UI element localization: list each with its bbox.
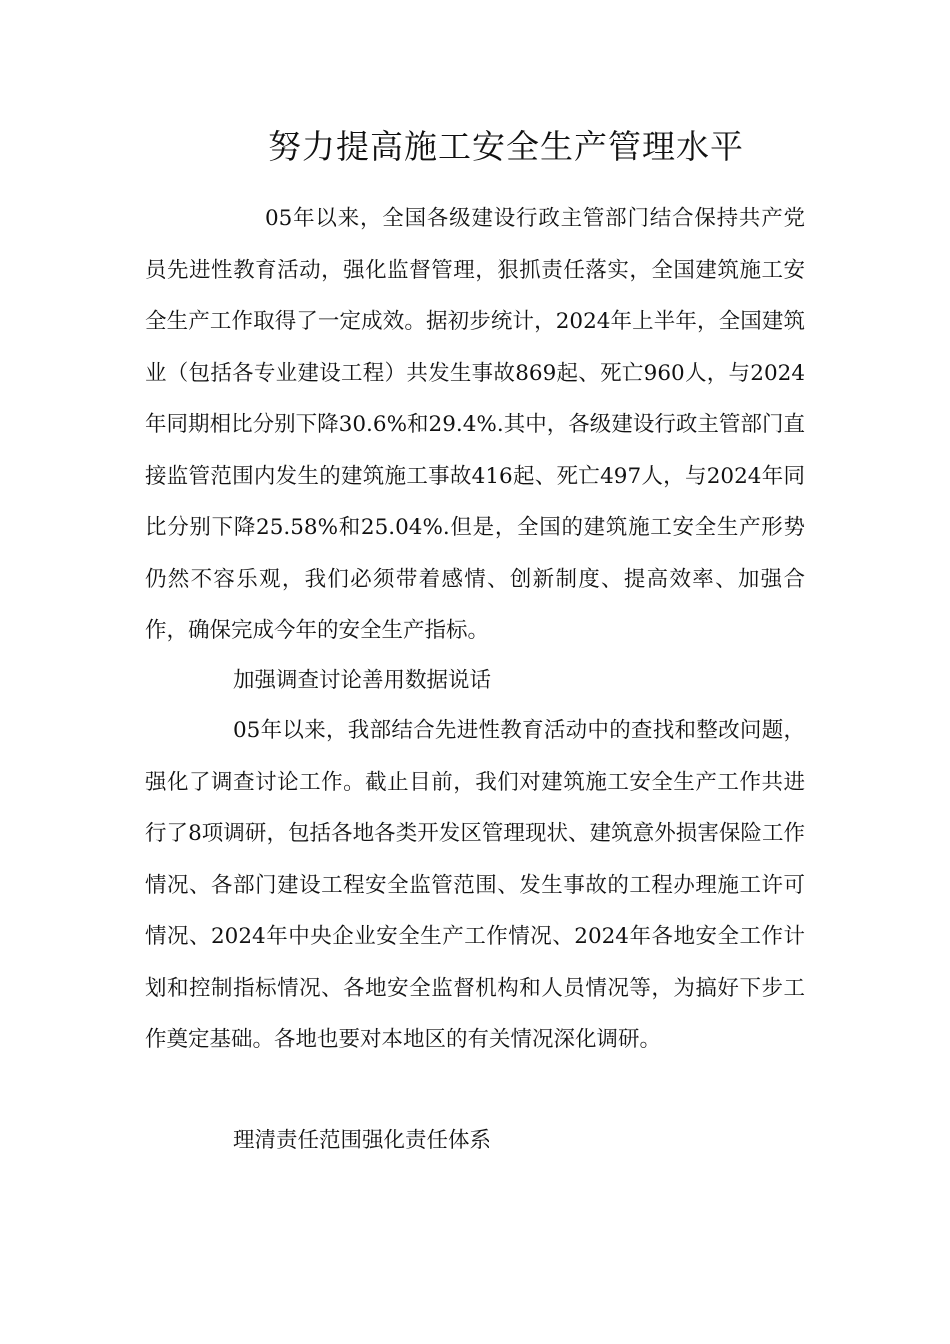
body-paragraph-2: 05年以来，我部结合先进性教育活动中的查找和整改问题，强化了调查讨论工作。截止目前，我们对建筑施工安全生产工作共进行了8项调研，包括各地各类开发区管理现状、建筑意外损害保险工作情况、各部门建设工程安全监管范围、发生事故的工程办理施工许可情况、2024年中央企业安全生产工作情况、2024年各地安全工作计划和控制指标情况、各地安全监督机构和人员情况等，为搞好下步工作奠定基础。各地也要对本地区的有关情况深化调研。 (145, 718, 805, 1052)
section-heading-2: 理清责任范围强化责任体系 (233, 1128, 492, 1153)
body-paragraph-1: 05年以来，全国各级建设行政主管部门结合保持共产党员先进性教育活动，强化监督管理，狠抓责任落实，全国建筑施工安全生产工作取得了一定成效。据初步统计，2024年上半年，全国建筑业（包括各专业建设工程）共发生事故869起、死亡960人，与2024年同期相比分别下降30.6%和29.4%.其中，各级建设行政主管部门直接监管范围内发生的建筑施工事故416起、死亡497人，与2024年同比分别下降25.58%和25.04%.但是，全国的建筑施工安全生产形势仍然不容乐观，我们必须带着感情、创新制度、提高效率、加强合作，确保完成今年的安全生产指标。 (145, 206, 805, 643)
section-heading-1: 加强调查讨论善用数据说话 (233, 668, 492, 693)
document-title: 努力提高施工安全生产管理水平 (268, 127, 744, 166)
